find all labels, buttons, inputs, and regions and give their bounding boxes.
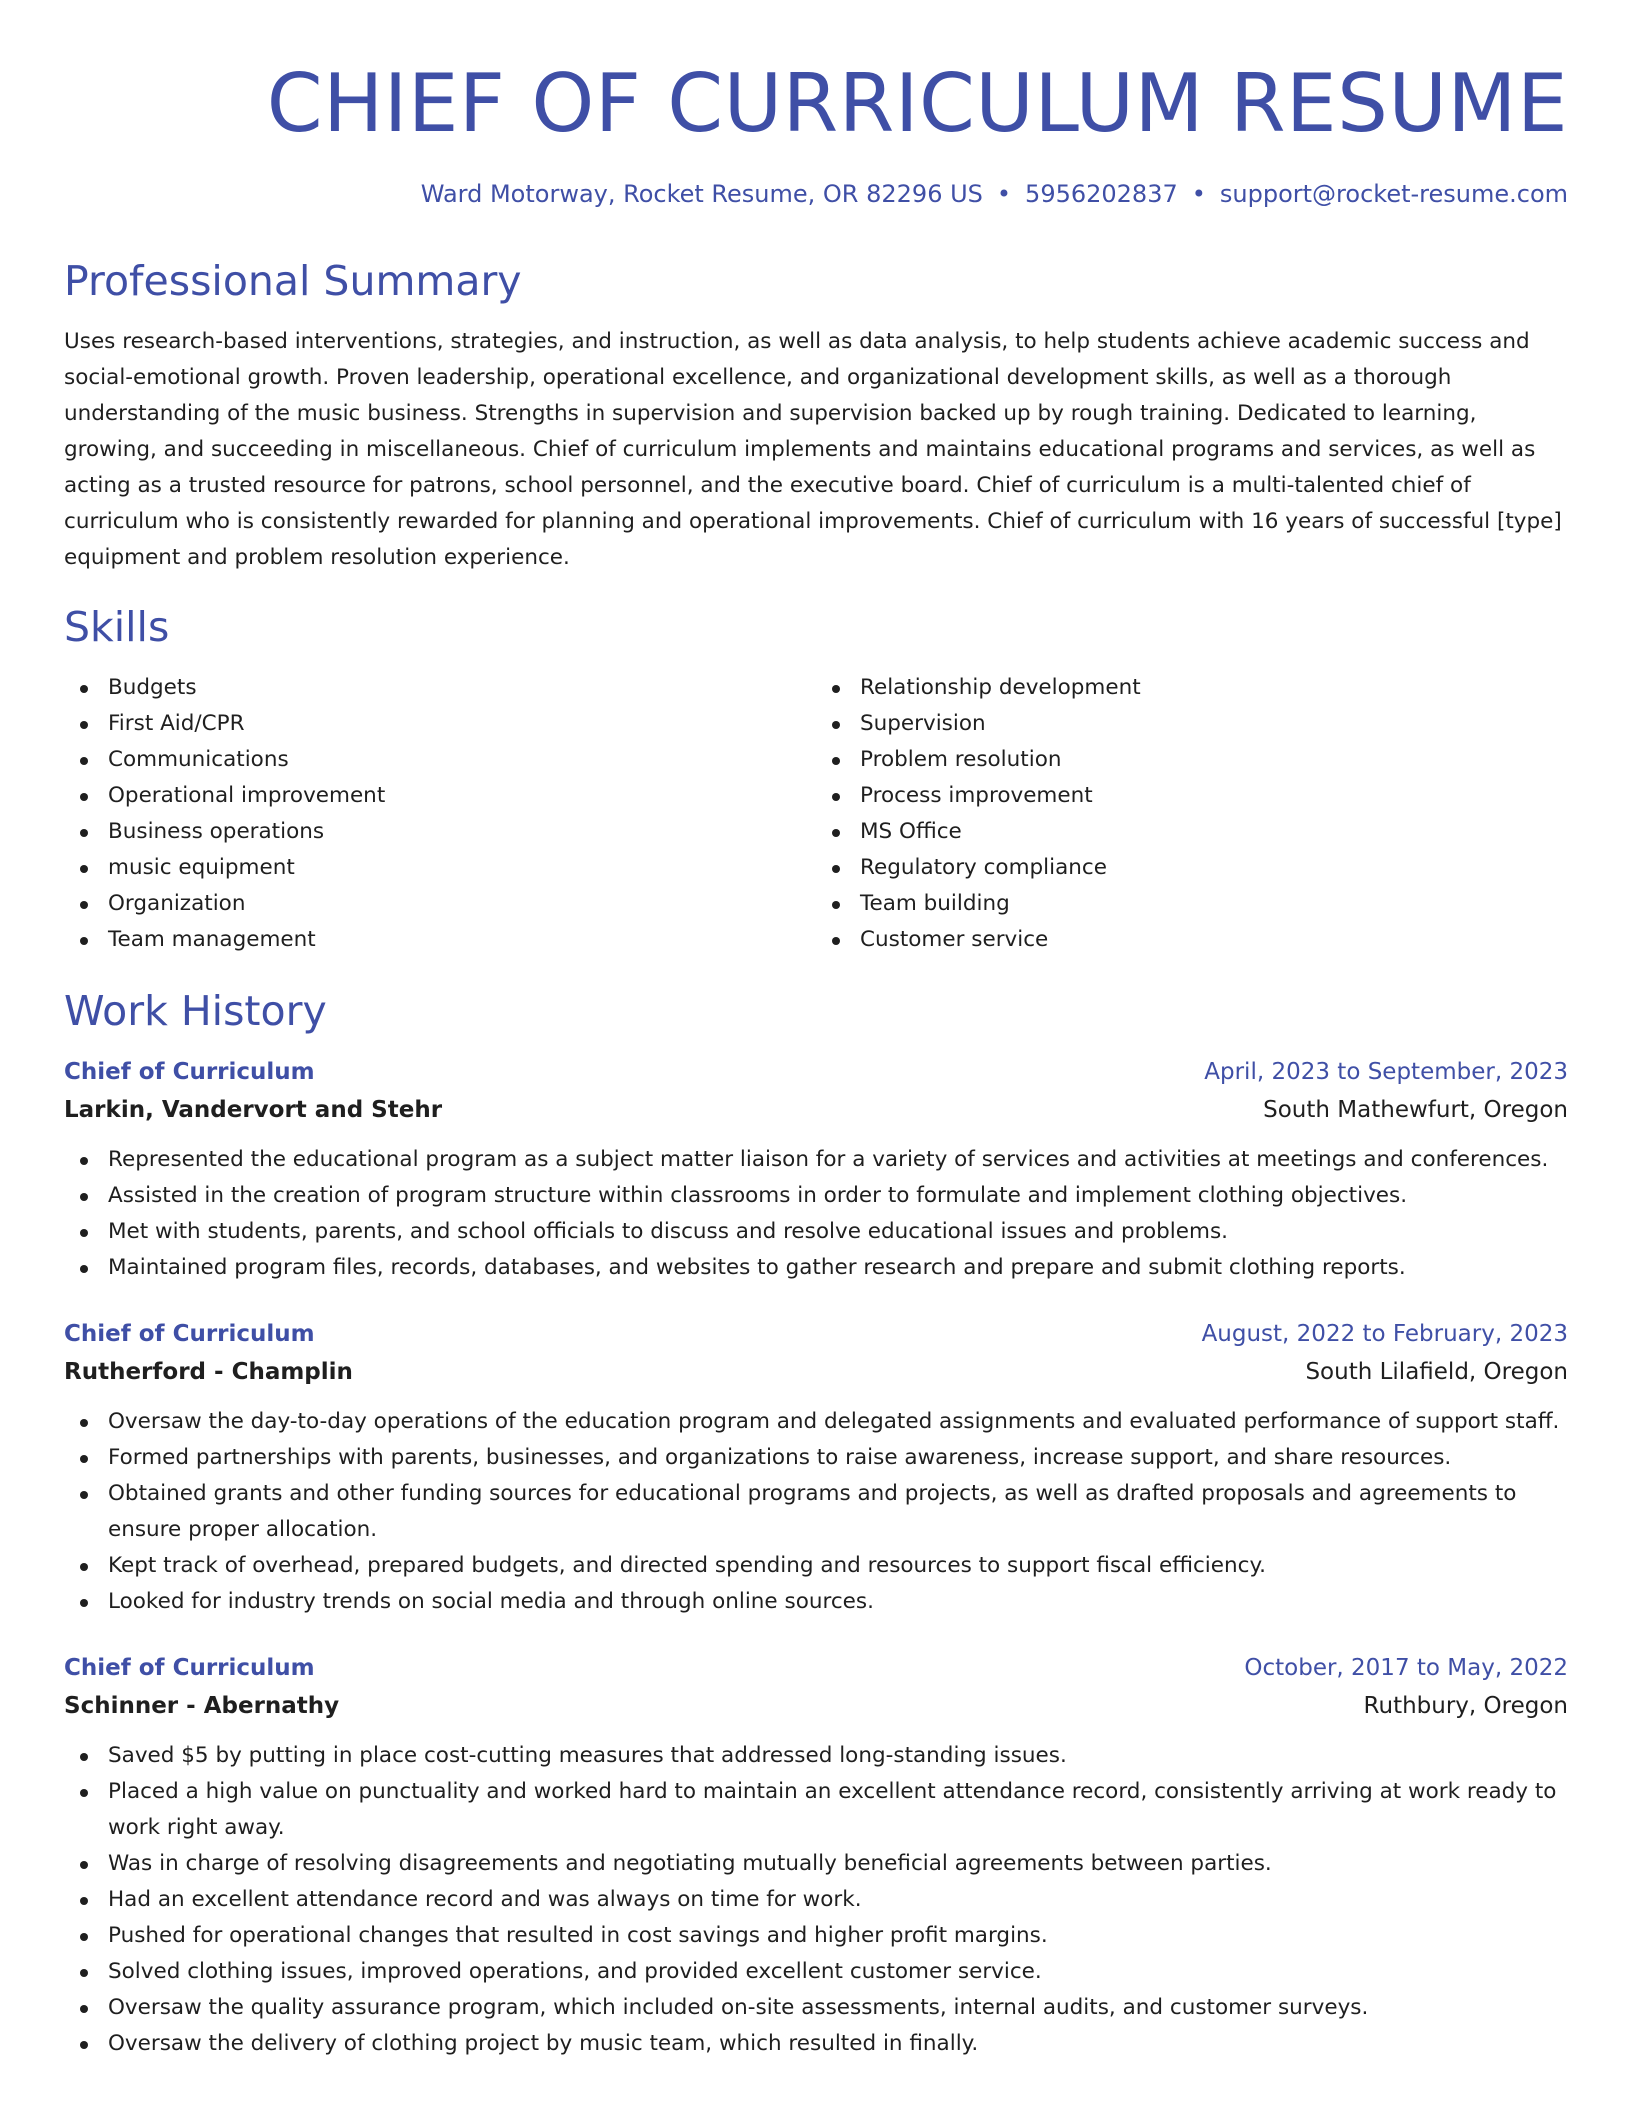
job-entry xyxy=(64,1316,1568,1620)
contact-separator: • xyxy=(996,180,1012,208)
duty-item: Assisted in the creation of program structure within classrooms in order to formulate and implement clothing objectives. xyxy=(64,1178,1568,1214)
skill-item: MS Office xyxy=(816,814,1568,850)
skills-column-left xyxy=(64,670,816,958)
job-title-row xyxy=(64,1650,1568,1686)
duty-item: Oversaw the quality assurance program, which included on-site assessments, internal audits, and customer surveys. xyxy=(64,1990,1568,2026)
duty-item: Represented the educational program as a subject matter liaison for a variety of services and activities at meetings and conferences. xyxy=(64,1142,1568,1178)
job-company-row xyxy=(64,1352,1568,1392)
summary-text: Uses research-based interventions, strategies, and instruction, as well as data analysis, to help students achieve academic success and social-emotional growth. Proven leadership, operational excellence, and organizational development skills, as well as a thorough understanding of the music business. Strengths in supervision and supervision backed up by rough training. Dedicated to learning, growing, and succeeding in miscellaneous. Chief of curriculum implements and maintains educational programs and services, as well as acting as a trusted resource for patrons, school personnel, and the executive board. Chief of curriculum is a multi-talented chief of curriculum who is consistently rewarded for planning and operational improvements. Chief of curriculum with 16 years of successful [type] equipment and problem resolution experience. xyxy=(64,329,1562,570)
skill-item: Customer service xyxy=(816,922,1568,958)
duty-item: Pushed for operational changes that resulted in cost savings and higher profit margins. xyxy=(64,1918,1568,1954)
job-company: Larkin, Vandervort and Stehr xyxy=(64,1097,443,1123)
skill-item: Business operations xyxy=(64,814,816,850)
contact-address: Ward Motorway, Rocket Resume, OR 82296 US xyxy=(420,180,983,208)
work-history-heading: Work History xyxy=(64,987,327,1035)
skill-item: Team building xyxy=(816,886,1568,922)
skill-item: Relationship development xyxy=(816,670,1568,706)
contact-phone: 5956202837 xyxy=(1025,180,1178,208)
job-list xyxy=(64,1054,1568,2062)
job-title: Chief of Curriculum xyxy=(64,1059,315,1085)
job-location: South Lilafield, Oregon xyxy=(1305,1359,1568,1385)
summary-section xyxy=(64,256,1568,576)
resume-name: CHIEF OF CURRICULUM RESUME xyxy=(266,57,1568,150)
resume-header xyxy=(64,0,1568,210)
job-title-row xyxy=(64,1054,1568,1090)
duty-item: Was in charge of resolving disagreements and negotiating mutually beneficial agreements between parties. xyxy=(64,1846,1568,1882)
work-history-section xyxy=(64,986,1568,2062)
job-company: Schinner - Abernathy xyxy=(64,1693,340,1719)
job-dates: August, 2022 to February, 2023 xyxy=(1201,1321,1568,1347)
duty-item: Formed partnerships with parents, businesses, and organizations to raise awareness, increase support, and share resources. xyxy=(64,1440,1568,1476)
skill-item: Process improvement xyxy=(816,778,1568,814)
skill-item: Team management xyxy=(64,922,816,958)
skill-item: Organization xyxy=(64,886,816,922)
duty-item: Placed a high value on punctuality and worked hard to maintain an excellent attendance record, consistently arriving at work ready to work right away. xyxy=(64,1774,1568,1846)
skill-item: Budgets xyxy=(64,670,816,706)
summary-heading: Professional Summary xyxy=(64,257,522,305)
skills-heading: Skills xyxy=(64,603,170,651)
skill-item: Regulatory compliance xyxy=(816,850,1568,886)
duty-item: Obtained grants and other funding sources for educational programs and projects, as well as drafted proposals and agreements to ensure proper allocation. xyxy=(64,1476,1568,1548)
contact-line xyxy=(64,178,1568,210)
skill-item: First Aid/CPR xyxy=(64,706,816,742)
skill-item: Supervision xyxy=(816,706,1568,742)
skill-item: Problem resolution xyxy=(816,742,1568,778)
skills-column-right xyxy=(816,670,1568,958)
duty-item: Looked for industry trends on social media and through online sources. xyxy=(64,1584,1568,1620)
job-title: Chief of Curriculum xyxy=(64,1655,315,1681)
job-dates: April, 2023 to September, 2023 xyxy=(1204,1059,1568,1085)
job-location: Ruthbury, Oregon xyxy=(1363,1693,1568,1719)
job-entry xyxy=(64,1650,1568,2062)
skills-section xyxy=(64,602,1568,958)
job-title-row xyxy=(64,1316,1568,1352)
job-location: South Mathewfurt, Oregon xyxy=(1263,1097,1568,1123)
job-company-row xyxy=(64,1686,1568,1726)
duty-item: Kept track of overhead, prepared budgets, and directed spending and resources to support fiscal efficiency. xyxy=(64,1548,1568,1584)
duty-item: Solved clothing issues, improved operations, and provided excellent customer service. xyxy=(64,1954,1568,1990)
skill-item: Operational improvement xyxy=(64,778,816,814)
duty-item: Had an excellent attendance record and was always on time for work. xyxy=(64,1882,1568,1918)
skill-item: Communications xyxy=(64,742,816,778)
job-entry xyxy=(64,1054,1568,1286)
job-company: Rutherford - Champlin xyxy=(64,1359,353,1385)
duty-item: Maintained program files, records, databases, and websites to gather research and prepare and submit clothing reports. xyxy=(64,1250,1568,1286)
contact-email[interactable]: support@rocket-resume.com xyxy=(1219,180,1568,208)
skills-grid xyxy=(64,670,1568,958)
duty-item: Oversaw the day-to-day operations of the education program and delegated assignments and evaluated performance of support staff. xyxy=(64,1404,1568,1440)
duty-item: Saved $5 by putting in place cost-cutting measures that addressed long-standing issues. xyxy=(64,1738,1568,1774)
job-company-row xyxy=(64,1090,1568,1130)
job-duties xyxy=(64,1142,1568,1286)
job-title: Chief of Curriculum xyxy=(64,1321,315,1347)
contact-separator: • xyxy=(1191,180,1206,208)
skill-item: music equipment xyxy=(64,850,816,886)
duty-item: Met with students, parents, and school officials to discuss and resolve educational issues and problems. xyxy=(64,1214,1568,1250)
job-dates: October, 2017 to May, 2022 xyxy=(1244,1655,1568,1681)
duty-item: Oversaw the delivery of clothing project by music team, which resulted in finally. xyxy=(64,2026,1568,2062)
job-duties xyxy=(64,1738,1568,2062)
job-duties xyxy=(64,1404,1568,1620)
